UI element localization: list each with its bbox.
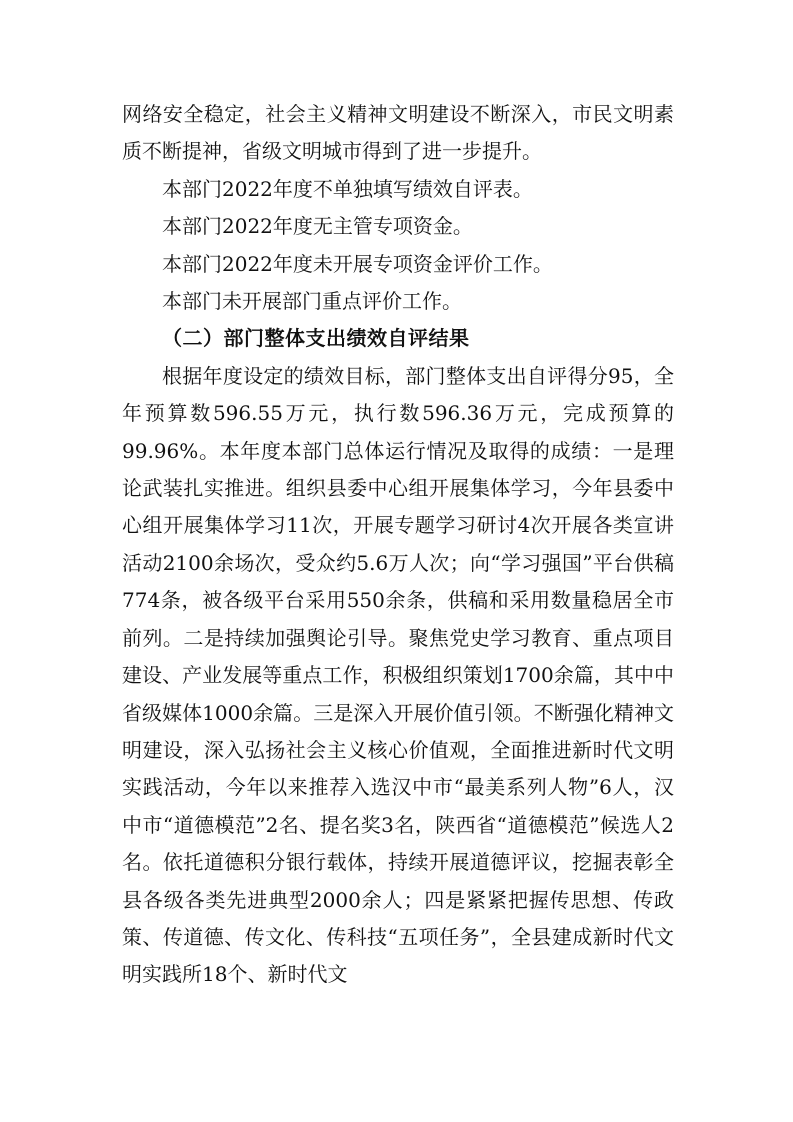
- section-heading: （二）部门整体支出绩效自评结果: [162, 326, 470, 351]
- paragraph-no-fund-evaluation: 本部门2022年度未开展专项资金评价工作。: [162, 251, 553, 276]
- paragraph-self-eval-results: 根据年度设定的绩效目标，部门整体支出自评得分95，全年预算数596.55万元，执行数596.36万元，完成预算的99.96%。本年度本部门总体运行情况及取得的成绩：一是理论武装扎实推进。组织县委中心组开展集体学习，今年县委中心组开展集体学习11次，开展专题学习研讨4次开展各类宣讲活动2100余场次，受众约5.6万人次；向“学习强国”平台供稿774条，被各级平台采用550余条，供稿和采用数量稳居全市前列。二是持续加强舆论引导。聚焦党史学习教育、重点项目建设、产业发展等重点工作，积极组织策划1700余篇，其中中省级媒体1000余篇。三是深入开展价值引领。不断强化精神文明建设，深入弘扬社会主义核心价值观，全面推进新时代文明实践活动，今年以来推荐入选汉中市“最美系列人物”6人，汉中市“道德模范”2名、提名奖3名，陕西省“道德模范”候选人2名。依托道德积分银行载体，持续开展道德评议，挖掘表彰全县各级各类先进典型2000余人；四是紧紧把握传思想、传政策、传道德、传文化、传科技“五项任务”，全县建成新时代文明实践所18个、新时代文: [122, 363, 674, 987]
- paragraph-no-key-evaluation: 本部门未开展部门重点评价工作。: [162, 289, 462, 314]
- paragraph-continuation: 网络安全稳定，社会主义精神文明建设不断深入，市民文明素质不断提神，省级文明城市得到了进一步提升。: [122, 102, 674, 164]
- paragraph-no-special-funds: 本部门2022年度无主管专项资金。: [162, 214, 473, 239]
- document-body: [122, 96, 674, 994]
- paragraph-no-self-eval-form: 本部门2022年度不单独填写绩效自评表。: [162, 176, 533, 201]
